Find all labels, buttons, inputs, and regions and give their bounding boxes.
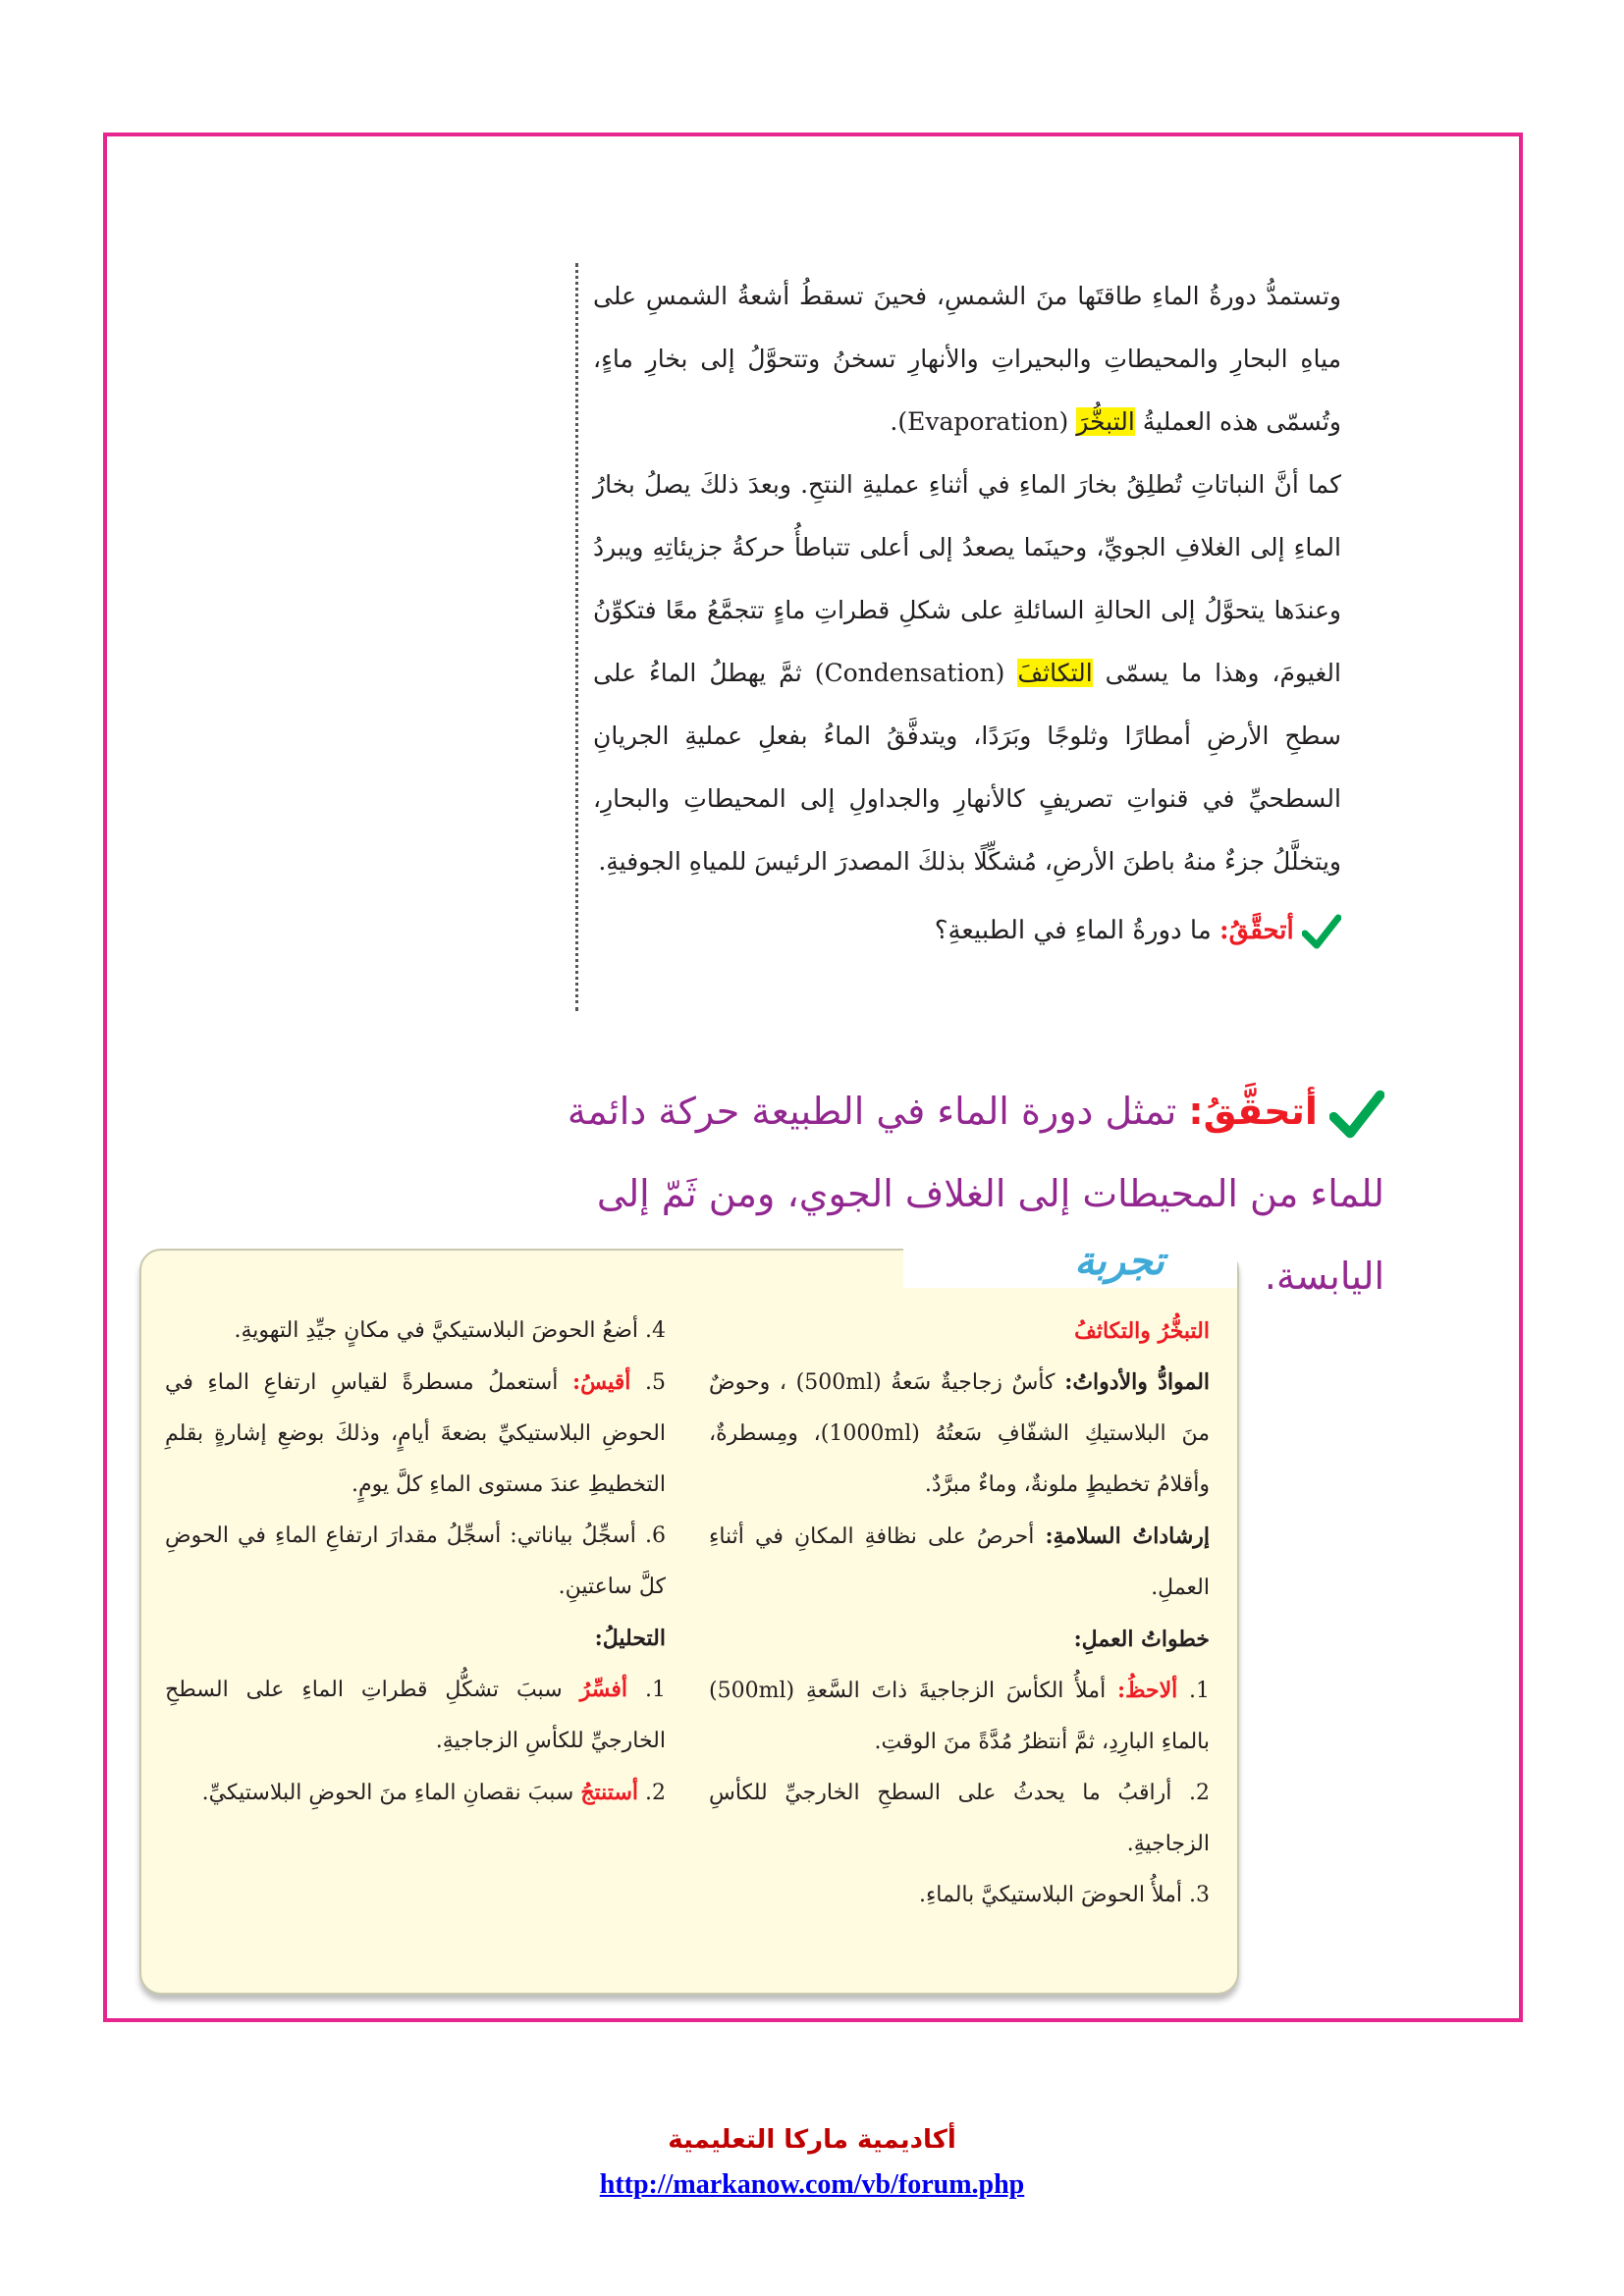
answer-label: أتحقَّقُ: [1188, 1090, 1318, 1133]
step-5: 5. أقيسُ: أستعملُ مسطرةً لقياسِ ارتفاعِ الماءِ في الحوضِ البلاستيكيِّ بضعةَ أيامٍ، وذلكَ بوضعِ إشارةٍ بقلمِ التخطيطِ عندَ مستوى الماءِ كلَّ يومٍ. [165, 1369, 666, 1497]
checkmark-icon [1302, 914, 1341, 949]
step-2: 2. أراقبُ ما يحدثُ على السطحِ الخارجيِّ للكأسِ الزجاجيةِ. [709, 1781, 1210, 1856]
steps-heading: خطواتُ العملِ: [1073, 1627, 1210, 1652]
check-question [593, 899, 1341, 962]
check-question-text: ما دورةُ الماءِ في الطبيعةِ؟ [934, 916, 1220, 945]
step-6: 6. أسجِّلُ بياناتي: أسجِّلُ مقدارَ ارتفاعِ الماءِ في الحوضِ كلَّ ساعتينِ. [165, 1523, 666, 1599]
footer-title: أكاديمية ماركا التعليمية [668, 2125, 956, 2155]
paragraph-condensation: كما أنَّ النباتاتِ تُطلِقُ بخارَ الماءِ في أثناءِ عمليةِ النتحِ. وبعدَ ذلكَ يصلُ بخارُ الماءِ إلى الغلافِ الجويِّ، وحينَما يصعدُ إلى أعلى تتباطأُ حركةُ جزيئاتِهِ ويبردُ وعندَها يتحوَّلُ إلى الحالةِ السائلةِ على شكلِ قطراتِ ماءٍ تتجمَّعُ معًا فتكوِّنُ الغيومَ، وهذا ما يسمّى التكاثفَ (Condensation) ثمَّ يهطلُ الماءُ على سطحِ الأرضِ أمطارًا وثلوجًا وبَرَدًا، ويتدفَّقُ الماءُ بفعلِ عمليةِ الجريانِ السطحيِّ في قنواتِ تصريفٍ كالأنهارِ والجداولِ إلى المحيطاتِ والبحارِ، ويتخلَّلُ جزءٌ منهُ باطنَ الأرضِ، مُشكِّلًا بذلكَ المصدرَ الرئيسَ للمياهِ الجوفيةِ. [593, 470, 1341, 876]
main-text-block [593, 265, 1341, 962]
experiment-column-left [165, 1306, 666, 1819]
materials: الموادُّ والأدواتُ: كأسٌ زجاجيةٌ سَعةُ (500ml) ، وحوضٌ منَ البلاستيكِ الشفّافِ سَعتُهُ (1000ml)، ومِسطرةٌ، وأقلامُ تخطيطٍ ملونةٌ، وماءٌ مبرَّدٌ. [709, 1369, 1211, 1497]
answer-text: تمثل دورة الماء في الطبيعة حركة دائمة للماء من المحيطات إلى الغلاف الجوي، ومن ثَمّ إلى اليابسة. [567, 1090, 1384, 1298]
column-divider [575, 263, 578, 1011]
experiment-column-right [709, 1306, 1210, 1921]
checkmark-icon [1329, 1090, 1384, 1139]
step-3: 3. أملأُ الحوضَ البلاستيكيَّ بالماءِ. [918, 1883, 1210, 1907]
experiment-title: تجربة [1074, 1239, 1164, 1284]
safety: إرشاداتُ السلامةِ: أحرصُ على نظافةِ المكانِ في أثناءِ العملِ. [709, 1523, 1210, 1600]
footer-link[interactable]: http://markanow.com/vb/forum.php [599, 2169, 1025, 2200]
analysis-2: 2. أستنتجُ سببَ نقصانِ الماءِ منَ الحوضِ البلاستيكيِّ. [201, 1780, 666, 1805]
analysis-heading: التحليلُ: [594, 1626, 666, 1651]
analysis-1: 1. أفسِّرُ سببَ تشكُّلِ قطراتِ الماءِ على السطحِ الخارجيِّ للكأسِ الزجاجيةِ. [165, 1677, 666, 1753]
highlight-condensation: التكاثفَ [1017, 659, 1093, 687]
experiment-heading: التبخُّرُ والتكاثفُ [1074, 1318, 1210, 1344]
paragraph-evaporation: وتستمدُّ دورةُ الماءِ طاقتَها منَ الشمسِ، فحينَ تسقطُ أشعةُ الشمسِ على مياهِ البحارِ والمحيطاتِ والبحيراتِ والأنهارِ تسخنُ وتتحوَّلُ إلى بخارِ ماءٍ، وتُسمّى هذه العمليةُ التبخُّرَ (Evaporation). [593, 282, 1341, 436]
check-label: أتحقَّقُ: [1219, 916, 1294, 945]
highlight-evaporation: التبخُّرَ [1076, 407, 1135, 436]
step-1: 1. ألاحظُ: أملأُ الكأسَ الزجاجيةَ ذاتَ السَّعةِ (500ml) بالماءِ البارِدِ، ثمَّ أنتظرُ مُدَّةً منَ الوقتِ. [709, 1678, 1210, 1754]
step-4: 4. أضعُ الحوضَ البلاستيكيَّ في مكانٍ جيِّدِ التهويةِ. [234, 1318, 666, 1343]
